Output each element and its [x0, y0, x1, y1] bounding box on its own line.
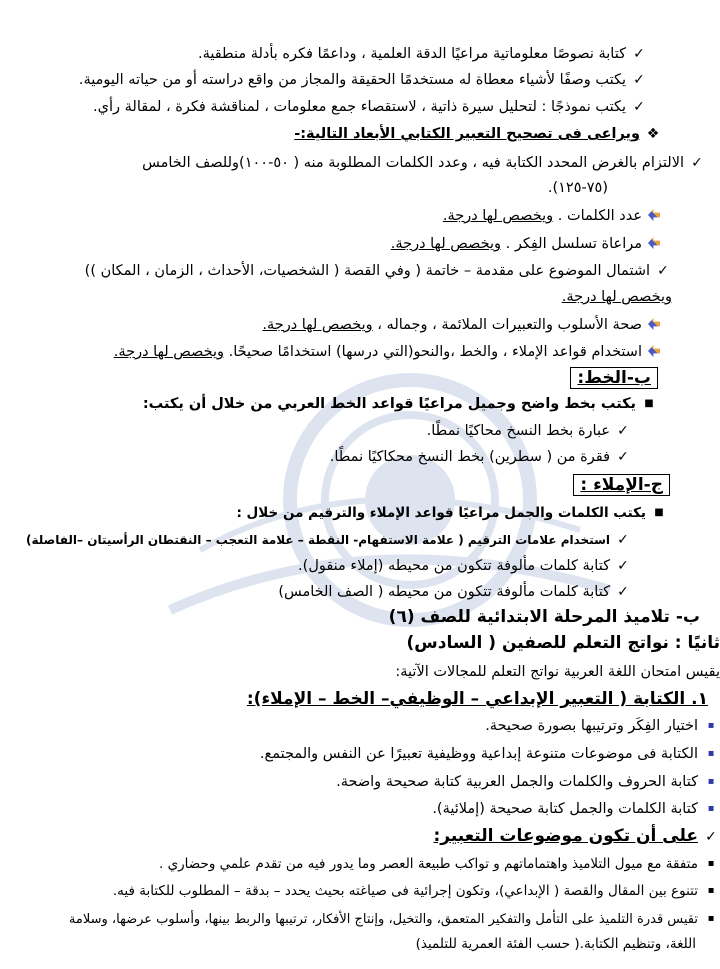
- group-heading: ب- تلاميذ المرحلة الابتدائية للصف (٦): [388, 607, 700, 627]
- check-icon: ✓: [691, 155, 703, 171]
- check-icon: ✓: [705, 829, 717, 845]
- square-bullet-icon: ▪: [707, 720, 715, 731]
- bullet-line: ✓يكتب نموذجًا : لتحليل سيرة ذاتية ، لاستقصاء جمع معلومات ، لمناقشة فكرة ، لمقالة رأي.: [0, 96, 720, 118]
- intro-line: يقيس امتحان اللغة العربية نواتج التعلم للمجالات الآتية:: [395, 664, 720, 680]
- sub-heading: ✓على أن تكون موضوعات التعبير:: [0, 825, 720, 848]
- bullet-line: ✓فقرة من ( سطرين) بخط النسخ محكاكيًا نمطًا.: [0, 446, 720, 468]
- arrow-line: عدد الكلمات . ويخصص لها درجة.: [0, 205, 720, 227]
- bullet-line: ✓كتابة كلمات مألوفة تتكون من محيطه ( الصف الخامس): [0, 581, 720, 603]
- continuation-line: اللغة، وتنظيم الكتابة.( حسب الفئة العمرية للتلميذ): [415, 936, 696, 952]
- list-item: ▪كتابة الكلمات والجمل كتابة صحيحة (إملائية).: [0, 798, 720, 820]
- bullet-line: ✓استخدام علامات الترقيم ( علامة الاستفهام- النقطة – علامة التعجب – النقتطان الرأسيتان –الفاصلة): [0, 529, 720, 551]
- bullet-line: ✓كتابة نصوصًا معلوماتية مراعيًا الدقة العلمية ، وداعمًا فكره بأدلة منطقية.: [0, 43, 720, 65]
- check-icon: ✓: [617, 584, 629, 600]
- square-bullet-icon: ▪: [707, 803, 715, 814]
- square-bullet-line: ■يكتب الكلمات والجمل مراعيًا قواعد الإملاء والترقيم من خلال :: [0, 502, 720, 524]
- check-icon: ✓: [617, 558, 629, 574]
- square-bullet-icon: ■: [654, 507, 664, 518]
- list-item: ▪اختيار الفِكَر وترتيبها بصورة صحيحة.: [0, 715, 720, 737]
- continuation-line: ويخصص لها درجة.: [561, 289, 672, 305]
- check-icon: ✓: [633, 99, 645, 115]
- section-heading: ❖ويراعى فى تصحيح التعبير الكتابي الأبعاد التالية:-: [0, 123, 720, 145]
- list-item: ▪تتنوع بين المقال والقصة ( الإبداعي)، وتكون إجرائية فى صياغته بحيث يحدد – بدقة – المطلوب للكتابة فيه.: [0, 880, 720, 902]
- numbered-heading: ١. الكتابة ( التعبير الإبداعي – الوظيفي– الخط – الإملاء):: [246, 689, 708, 709]
- square-bullet-icon: ■: [644, 398, 654, 409]
- arrow-line: مراعاة تسلسل الفِكر . ويخصص لها درجة.: [0, 233, 720, 255]
- arrow-bullet-icon: [648, 345, 660, 357]
- square-bullet-icon: ▪: [707, 748, 715, 759]
- list-item: ▪كتابة الحروف والكلمات والجمل العربية كتابة صحيحة واضحة.: [0, 771, 720, 793]
- check-icon: ✓: [617, 423, 629, 439]
- square-bullet-line: ■يكتب بخط واضح وجميل مراعيًا قواعد الخط العربي من خلال أن يكتب:: [0, 393, 720, 415]
- check-icon: ✓: [617, 449, 629, 465]
- bullet-line: ✓عبارة بخط النسخ محاكيًا نمطًا.: [0, 420, 720, 442]
- list-item: ▪متفقة مع ميول التلاميذ واهتماماتهم و تواكب طبيعة العصر وما يدور فيه من تقدم علمي وحضاري .: [0, 853, 720, 875]
- bullet-line: ✓يكتب وصفًا لأشياء معطاة له مستخدمًا الحقيقة والمجاز من واقع دراسته أو من حياته اليومية.: [0, 69, 720, 91]
- bullet-line: ✓الالتزام بالغرض المحدد الكتابة فيه ، وعدد الكلمات المطلوبة منه ( ٥٠-١٠٠)وللصف الخامس: [0, 152, 720, 174]
- square-bullet-icon: ▪: [707, 858, 715, 869]
- arrow-bullet-icon: [648, 318, 660, 330]
- check-icon: ✓: [657, 263, 669, 279]
- subsection-heading: ج-الإملاء :: [0, 474, 720, 497]
- subsection-heading: ب-الخط:: [0, 367, 720, 390]
- bullet-line: ✓اشتمال الموضوع على مقدمة – خاتمة ( وفي القصة ( الشخصيات، الأحداث ، الزمان ، المكان )): [0, 260, 720, 282]
- square-bullet-icon: ▪: [707, 776, 715, 787]
- check-icon: ✓: [633, 72, 645, 88]
- square-bullet-icon: ▪: [707, 885, 715, 896]
- bullet-line: ✓كتابة كلمات مألوفة تتكون من محيطه (إملاء منقول).: [0, 555, 720, 577]
- list-item: ▪الكتابة فى موضوعات متنوعة إبداعية ووظيفية تعبيرًا عن النفس والمجتمع.: [0, 743, 720, 765]
- arrow-bullet-icon: [648, 209, 660, 221]
- list-item: ▪تقيس قدرة التلميذ على التأمل والتفكير المتعمق، والتخيل، وإنتاج الأفكار، ترتيبها والربط بينها، وأسلوب عرضها، وسلامة: [0, 908, 720, 931]
- arrow-line: صحة الأسلوب والتعبيرات الملائمة ، وجماله ، ويخصص لها درجة.: [0, 314, 720, 336]
- continuation-line: (٧٥-١٢٥).: [547, 180, 608, 196]
- check-icon: ✓: [633, 46, 645, 62]
- arrow-line: استخدام قواعد الإملاء ، والخط ،والنحو(التي درسها) استخدامًا صحيحًا. ويخصص لها درجة.: [0, 341, 720, 363]
- check-icon: ✓: [617, 532, 629, 548]
- diamond-icon: ❖: [646, 126, 660, 142]
- arrow-bullet-icon: [648, 237, 660, 249]
- square-bullet-icon: ▪: [707, 913, 715, 924]
- group-heading: ثانيًا : نواتج التعلم للصفين ( السادس): [406, 633, 720, 653]
